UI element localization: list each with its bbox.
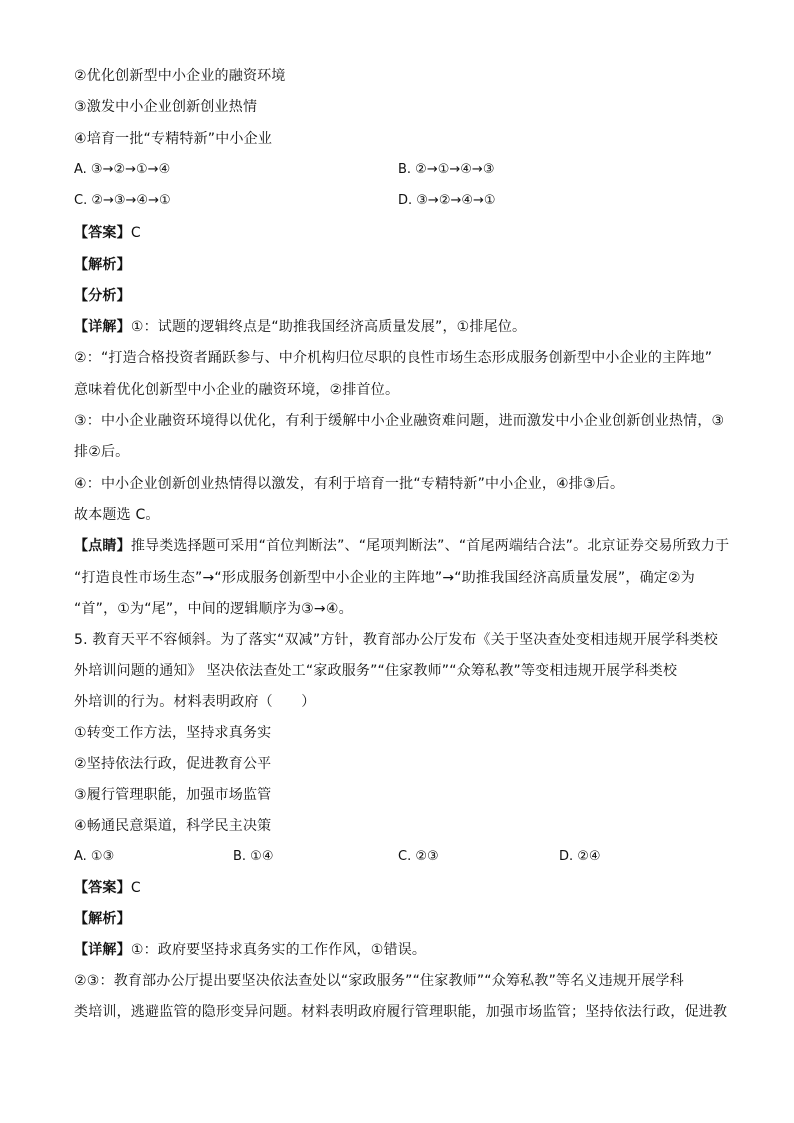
q5-detail-line: ②③：教育部办公厅提出要坚决依法查处以“家政服务”“住家教师”“众筹私教”等名义违规开展学科	[74, 973, 684, 989]
q4-dianjing-label: 【点睛】	[74, 538, 131, 554]
q4-answer-value: C	[130, 225, 141, 241]
q4-detail-text: ①：试题的逻辑终点是“助推我国经济高质量发展”，①排尾位。	[130, 319, 527, 335]
q5-detail-label: 【详解】	[74, 942, 131, 958]
q4-analysis-label: 【解析】	[74, 257, 131, 273]
q4-answer	[74, 224, 141, 242]
q4-detail-line: 排②后。	[74, 444, 130, 460]
q5-option-b: B. ①④	[233, 849, 274, 864]
q4-detail-line: 意味着优化创新型中小企业的融资环境，②排首位。	[74, 382, 400, 398]
q4-item-4: ④培育一批“专精特新”中小企业	[74, 131, 273, 147]
q4-option-c: C. ②→③→④→①	[74, 193, 171, 208]
q4-dianjing-line	[74, 537, 729, 555]
q5-item-2: ②坚持依法行政，促进教育公平	[74, 756, 272, 772]
q4-item-2: ②优化创新型中小企业的融资环境	[74, 68, 286, 84]
q5-detail-text: ①：政府要坚持求真务实的工作作风，①错误。	[130, 942, 427, 958]
q5-stem-line: 5. 教育天平不容倾斜。为了落实“双减”方针，教育部办公厅发布《关于坚决查处变相违规开展学科类校	[74, 632, 718, 648]
q5-stem-line: 外培训问题的通知》 坚决依法查处工“家政服务”“住家教师”“众筹私教”等变相违规开展学科类校	[74, 663, 678, 679]
q4-option-b: B. ②→①→④→③	[398, 162, 495, 177]
q5-item-1: ①转变工作方法，坚持求真务实	[74, 725, 272, 741]
q4-dianjing-line: “首”，①为“尾”，中间的逻辑顺序为③→④。	[74, 601, 353, 617]
q5-analysis-label: 【解析】	[74, 911, 131, 927]
q4-option-a: A. ③→②→①→④	[74, 162, 171, 177]
q4-detail-line	[74, 318, 526, 336]
q5-detail-line: 类培训，逃避监管的隐形变异问题。材料表明政府履行管理职能，加强市场监管；坚持依法行政，促进教	[74, 1004, 728, 1020]
q4-detail-line: 故本题选 C。	[74, 507, 160, 523]
q5-option-d: D. ②④	[559, 849, 601, 864]
q4-detail-label: 【详解】	[74, 319, 131, 335]
q5-answer	[74, 879, 141, 897]
q4-answer-label: 【答案】	[74, 225, 131, 241]
q4-detail-line: ③：中小企业融资环境得以优化，有利于缓解中小企业融资难问题，进而激发中小企业创新创业热情，③	[74, 413, 725, 429]
q5-option-c: C. ②③	[398, 849, 439, 864]
q5-stem-line: 外培训的行为。材料表明政府（ ）	[74, 694, 316, 710]
q4-detail-line: ②：“打造合格投资者踊跃参与、中介机构归位尽职的良性市场生态形成服务创新型中小企业的主阵地”	[74, 350, 713, 366]
q5-item-3: ③履行管理职能，加强市场监管	[74, 787, 272, 803]
q4-dianjing-line: “打造良性市场生态”→“形成服务创新型中小企业的主阵地”→“助推我国经济高质量发展”，确定②为	[74, 570, 695, 586]
q4-detail-line: ④：中小企业创新创业热情得以激发，有利于培育一批“专精特新”中小企业，④排③后。	[74, 476, 625, 492]
q4-option-d: D. ③→②→④→①	[398, 193, 496, 208]
q4-item-3: ③激发中小企业创新创业热情	[74, 99, 258, 115]
q5-answer-label: 【答案】	[74, 880, 131, 896]
q5-detail-line	[74, 941, 426, 959]
q5-option-a: A. ①③	[74, 849, 115, 864]
q4-fenxi-label: 【分析】	[74, 288, 131, 304]
q5-item-4: ④畅通民意渠道，科学民主决策	[74, 818, 272, 834]
q5-answer-value: C	[130, 880, 141, 896]
q4-dianjing-text: 推导类选择题可采用“首位判断法”、“尾项判断法”、“首尾两端结合法”。北京证券交易所致力于	[130, 538, 730, 554]
